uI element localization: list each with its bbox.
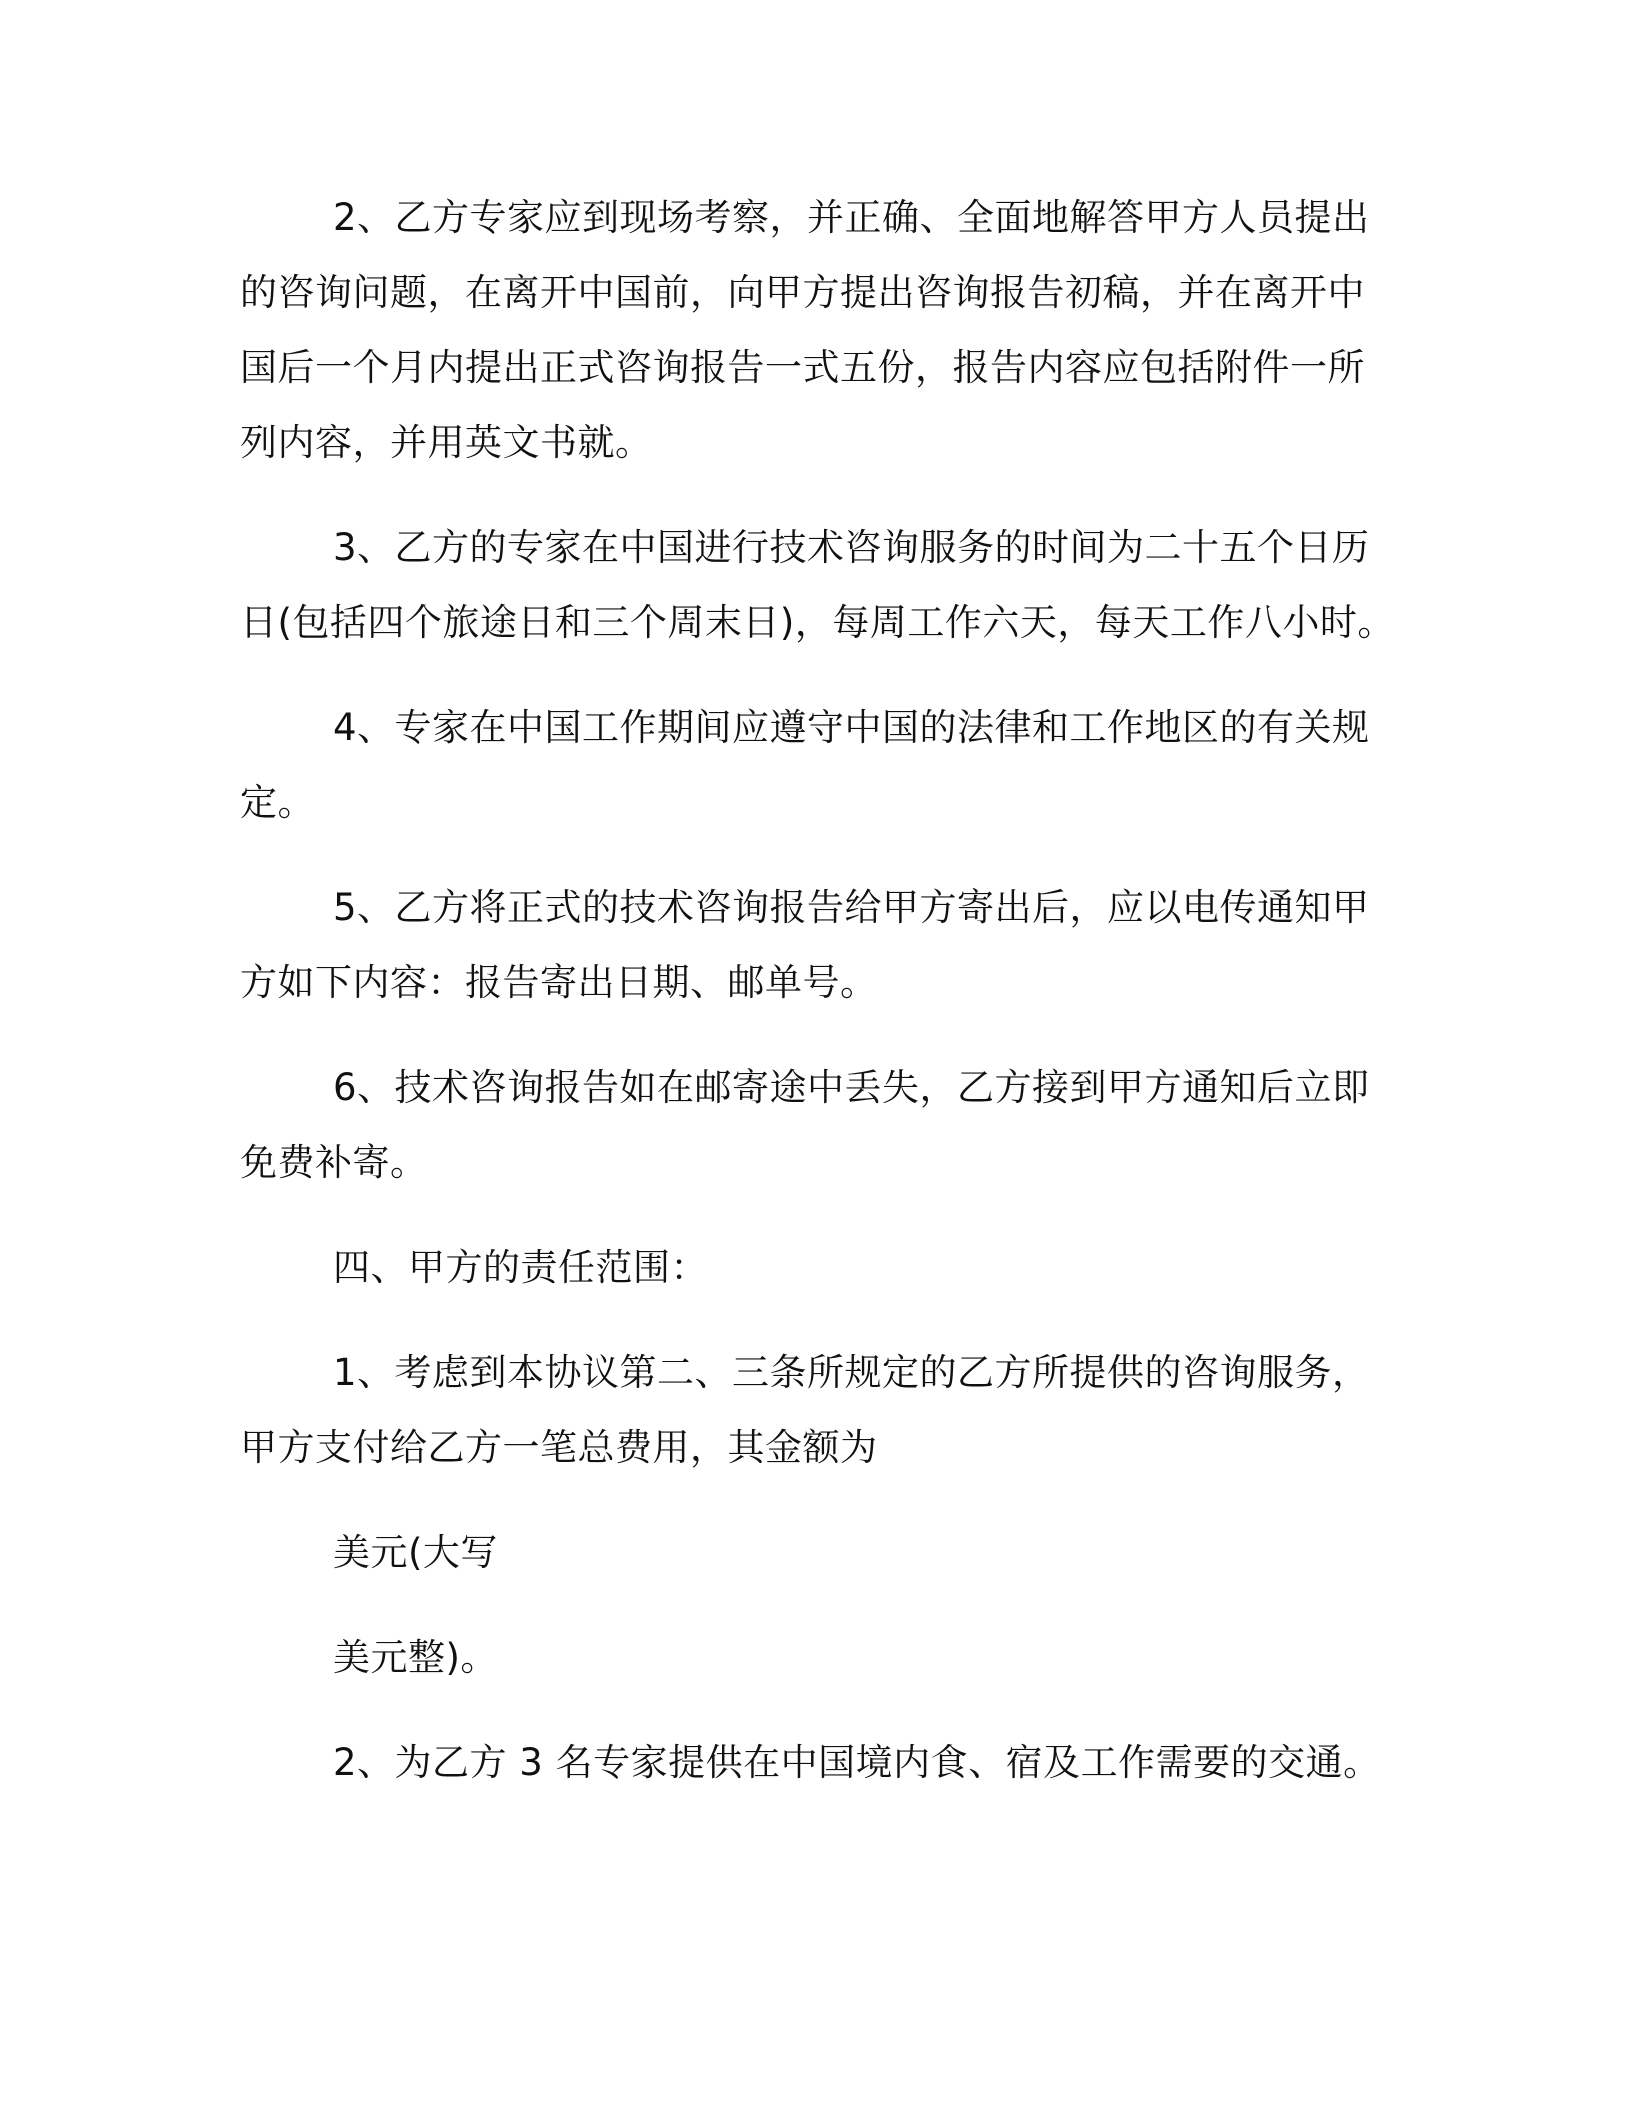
clause-4-2-line-1: 2、为乙方 3 名专家提供在中国境内食、宿及工作需要的交通。	[333, 1741, 1381, 1784]
clause-3-2-line-2: 的咨询问题，在离开中国前，向甲方提出咨询报告初稿，并在离开中	[240, 271, 1365, 314]
clause-4-1-amount-words: 美元整)。	[333, 1636, 498, 1679]
clause-3-2-line-3: 国后一个月内提出正式咨询报告一式五份，报告内容应包括附件一所	[240, 346, 1365, 389]
clause-3-5-line-1: 5、乙方将正式的技术咨询报告给甲方寄出后，应以电传通知甲	[333, 886, 1370, 929]
clause-3-4-line-1: 4、专家在中国工作期间应遵守中国的法律和工作地区的有关规	[333, 706, 1370, 749]
clause-3-6-line-1: 6、技术咨询报告如在邮寄途中丢失，乙方接到甲方通知后立即	[333, 1066, 1370, 1109]
clause-3-4-line-2: 定。	[240, 781, 315, 824]
clause-3-3-line-1: 3、乙方的专家在中国进行技术咨询服务的时间为二十五个日历	[333, 526, 1370, 569]
clause-3-2-line-1: 2、乙方专家应到现场考察，并正确、全面地解答甲方人员提出	[333, 196, 1370, 239]
section-4-heading: 四、甲方的责任范围：	[333, 1246, 708, 1289]
clause-3-5-line-2: 方如下内容：报告寄出日期、邮单号。	[240, 961, 878, 1004]
clause-3-3-line-2: 日(包括四个旅途日和三个周末日)，每周工作六天，每天工作八小时。	[240, 601, 1395, 644]
clause-3-6-line-2: 免费补寄。	[240, 1141, 428, 1184]
clause-4-1-amount-usd: 美元(大写	[333, 1531, 498, 1574]
clause-4-1-line-1: 1、考虑到本协议第二、三条所规定的乙方所提供的咨询服务，	[333, 1351, 1370, 1394]
clause-4-1-line-2: 甲方支付给乙方一笔总费用，其金额为	[240, 1426, 878, 1469]
clause-3-2-line-4: 列内容，并用英文书就。	[240, 421, 653, 464]
